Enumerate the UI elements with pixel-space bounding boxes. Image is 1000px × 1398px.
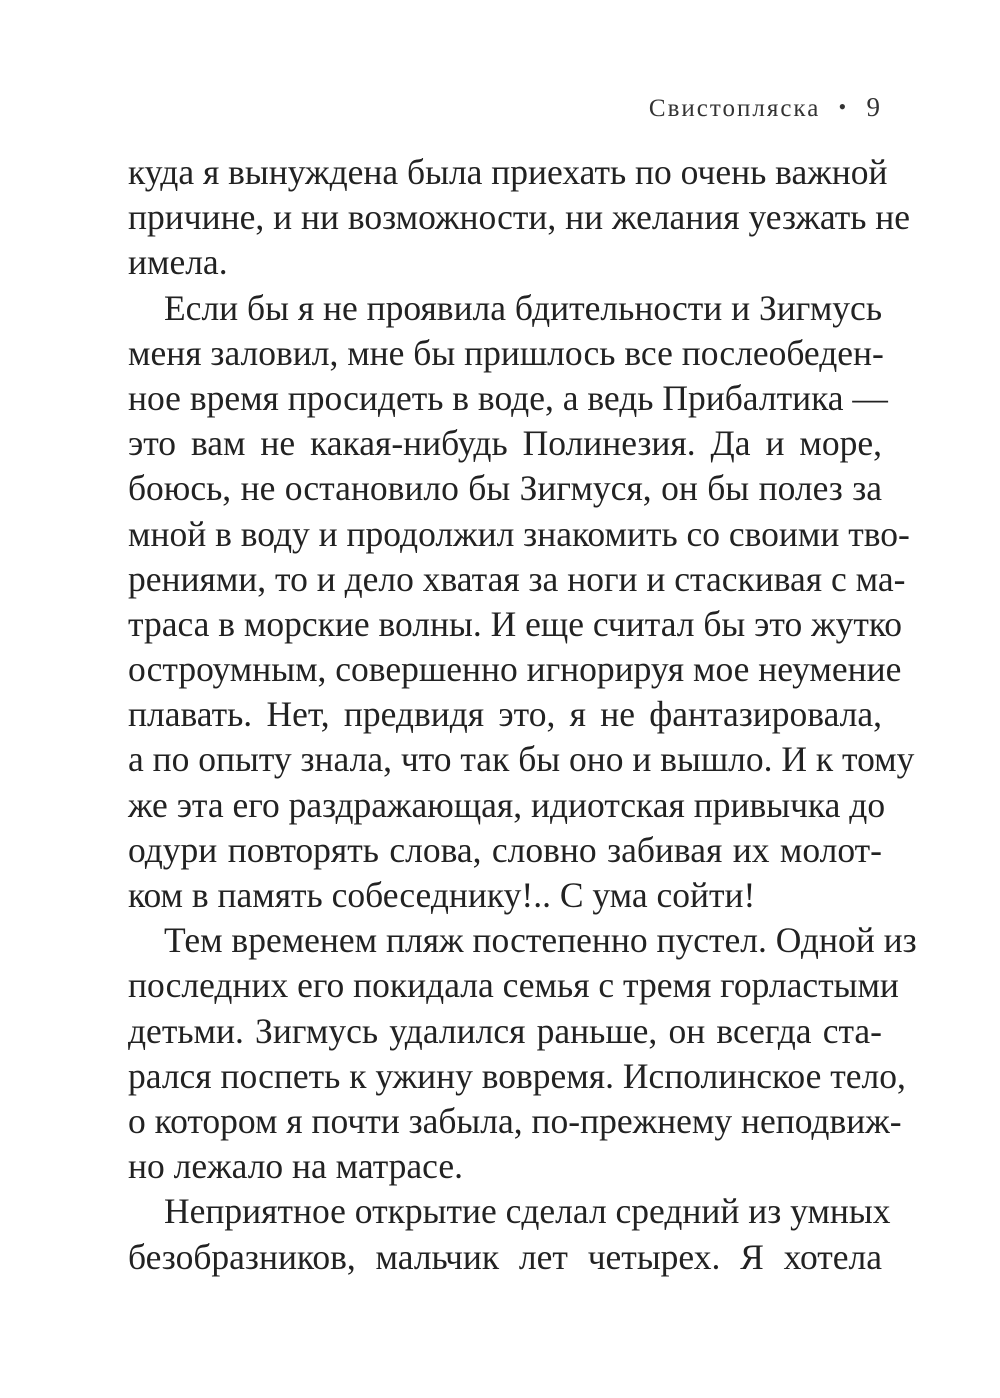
text-line: рался поспеть к ужину вовремя. Исполинское тело,: [128, 1055, 906, 1096]
paragraph-2: [128, 286, 915, 919]
text-line: это вам не какая-нибудь Полинезия. Да и море,: [128, 423, 882, 464]
text-line: о котором я почти забыла, по-прежнему неподвиж-: [128, 1100, 902, 1141]
text-line: боюсь, не остановило бы Зигмуся, он бы полез за: [128, 468, 882, 509]
text-line: безобразников, мальчик лет четырех. Я хотела: [128, 1236, 882, 1277]
paragraph-3: [128, 918, 917, 1189]
running-head-title: Свистопляска: [648, 95, 821, 122]
text-line: детьми. Зигмусь удалился раньше, он всегда ста-: [128, 1010, 882, 1051]
text-line: остроумным, совершенно игнорируя мое неумение: [128, 649, 902, 690]
text-line: траса в морские волны. И еще считал бы это жутко: [128, 603, 903, 644]
text-line: причине, и ни возможности, ни желания уезжать не: [128, 197, 911, 238]
paragraph-1: [128, 150, 911, 286]
running-head: [649, 92, 880, 123]
text-line: мной в воду и продолжил знакомить со своими тво-: [128, 513, 910, 554]
text-line: а по опыту знала, что так бы оно и вышло. И к тому: [128, 739, 915, 780]
text-line: рениями, то и дело хватая за ноги и стаскивая с ма-: [128, 558, 906, 599]
text-line: Тем временем пляж постепенно пустел. Одной из: [164, 920, 917, 961]
text-line: куда я вынуждена была приехать по очень важной: [128, 152, 888, 192]
paragraph-4: [128, 1189, 891, 1279]
page-number: 9: [866, 92, 880, 122]
text-line: одури повторять слова, словно забивая их молот-: [128, 829, 882, 870]
text-line: имела.: [128, 242, 228, 283]
running-head-bullet: •: [838, 94, 849, 119]
text-line: меня заловил, мне бы пришлось все послеобеден-: [128, 332, 884, 373]
text-line: Неприятное открытие сделал средний из умных: [164, 1191, 891, 1232]
text-line: Если бы я не проявила бдительности и Зигмусь: [164, 287, 883, 328]
text-line: ное время просидеть в воде, а ведь Прибалтика —: [128, 377, 888, 418]
body-text: [128, 150, 917, 1280]
text-line: последних его покидала семья с тремя горластыми: [128, 965, 899, 1006]
text-line: но лежало на матрасе.: [128, 1146, 463, 1187]
text-line: же эта его раздражающая, идиотская привычка до: [128, 784, 886, 825]
text-line: плавать. Нет, предвидя это, я не фантазировала,: [128, 694, 882, 735]
text-line: ком в память собеседнику!.. С ума сойти!: [128, 875, 756, 915]
